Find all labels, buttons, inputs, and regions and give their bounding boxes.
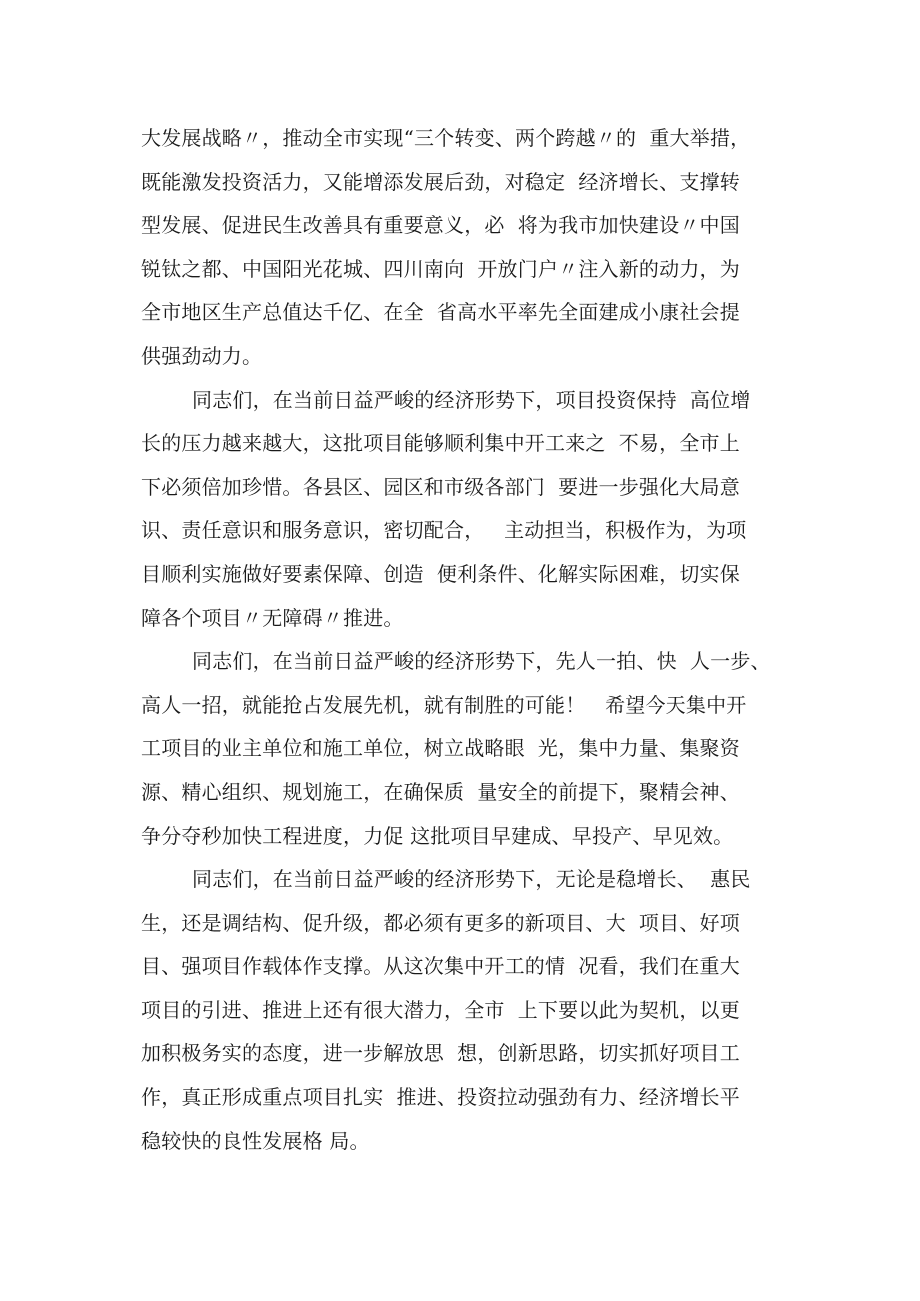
text-line: 锐钛之都、中国阳光花城、四川南向 开放门户〃注入新的动力，为 bbox=[141, 256, 740, 281]
text-line: 稳较快的良性发展格 局。 bbox=[141, 1128, 370, 1153]
text-line: 目顺利实施做好要素保障、创造 便利条件、化解实际困难，切实保 bbox=[141, 561, 740, 586]
text-line: 工项目的业主单位和施工单位，树立战略眼 光，集中力量、集聚资 bbox=[141, 736, 740, 761]
text-line: 既能激发投资活力，又能增添发展后劲，对稳定 经济增长、支撑转 bbox=[141, 169, 740, 194]
paragraph-3 bbox=[141, 640, 791, 858]
text-line: 高人一招，就能抢占发展先机，就有制胜的可能！ 希望今天集中开 bbox=[141, 692, 747, 717]
text-line: 障各个项目〃无障碍〃推进。 bbox=[141, 605, 404, 630]
paragraph-4 bbox=[141, 858, 791, 1163]
paragraph-2 bbox=[141, 379, 791, 641]
text-line: 型发展、促进民生改善具有重要意义，必 将为我市加快建设〃中国 bbox=[141, 213, 740, 238]
paragraph-1 bbox=[141, 117, 791, 379]
text-line: 项目的引进、推进上还有很大潜力，全市 上下要以此为契机，以更 bbox=[141, 997, 740, 1022]
text-line: 作，真正形成重点项目扎实 推进、投资拉动强劲有力、经济增长平 bbox=[141, 1085, 740, 1110]
text-line: 同志们，在当前日益严峻的经济形势下，无论是稳增长、 惠民 bbox=[192, 867, 751, 892]
text-line: 下必须倍加珍惜。各县区、园区和市级各部门 要进一步强化大局意 bbox=[141, 474, 740, 499]
text-line: 生，还是调结构、促升级，都必须有更多的新项目、大 项目、好项 bbox=[141, 910, 740, 935]
text-line: 加积极务实的态度，进一步解放思 想，创新思路，切实抓好项目工 bbox=[141, 1041, 740, 1066]
text-line: 全市地区生产总值达千亿、在全 省高水平率先全面建成小康社会提 bbox=[141, 300, 740, 325]
text-line: 目、强项目作载体作支撑。从这次集中开工的情 况看，我们在重大 bbox=[141, 954, 740, 979]
document-body bbox=[141, 117, 791, 1163]
text-line: 供强劲动力。 bbox=[141, 343, 263, 368]
text-line: 源、精心组织、规划施工，在确保质 量安全的前提下，聚精会神、 bbox=[141, 779, 740, 804]
text-line: 大发展战略〃，推动全市实现“三个转变、两个跨越〃的 重大举措， bbox=[141, 126, 751, 150]
text-line: 同志们，在当前日益严峻的经济形势下，先人一拍、快 人一步、 bbox=[192, 649, 771, 674]
text-line: 争分夺秒加快工程进度，力促 这批项目早建成、早投产、早见效。 bbox=[141, 823, 734, 848]
text-line: 识、责任意识和服务意识，密切配合， 主动担当，积极作为，为项 bbox=[141, 518, 747, 543]
text-line: 同志们，在当前日益严峻的经济形势下，项目投资保持 高位增 bbox=[192, 387, 751, 412]
text-line: 长的压力越来越大，这批项目能够顺利集中开工来之 不易，全市上 bbox=[141, 431, 740, 456]
